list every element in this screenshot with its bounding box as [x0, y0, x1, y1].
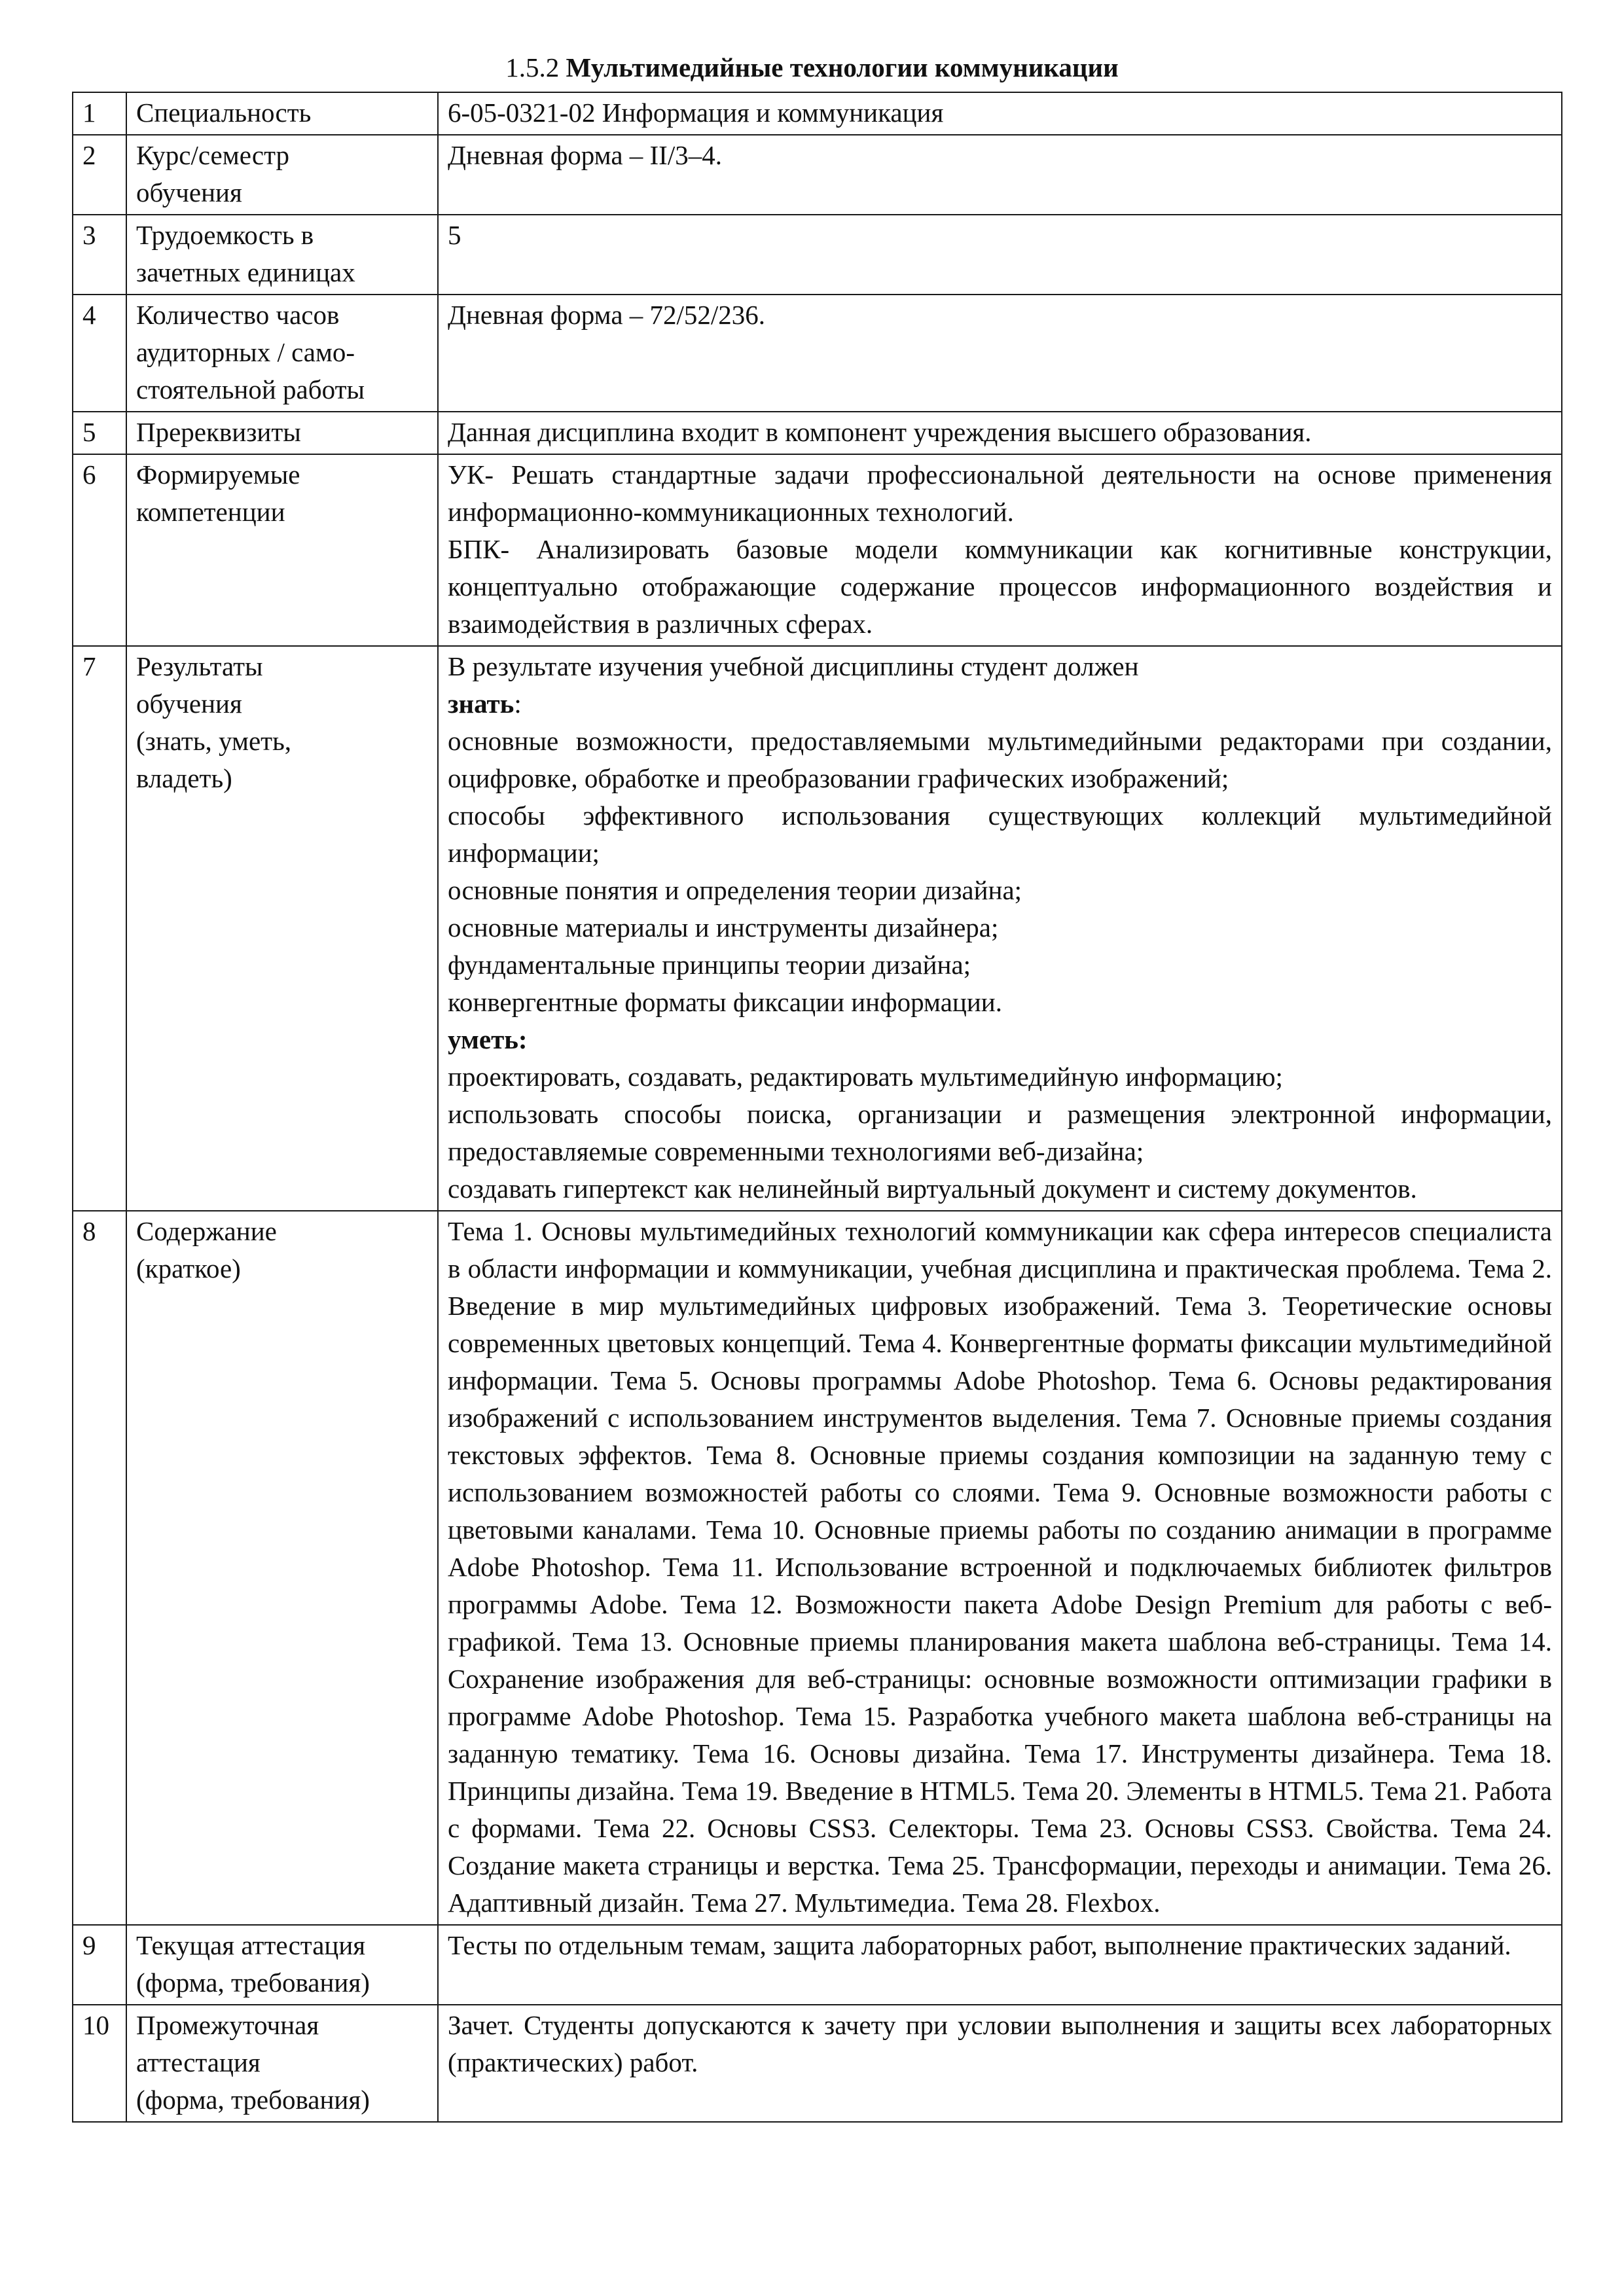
value-paragraph: УК- Решать стандартные задачи профессиональной деятельности на основе применения информационно-коммуникационных технологий.	[448, 459, 1552, 527]
label-line: (форма, требования)	[136, 1967, 370, 1998]
row-value	[438, 1925, 1562, 2005]
row-number: 4	[73, 295, 126, 412]
value-paragraph: Дневная форма – 72/52/236.	[448, 300, 766, 330]
row-label	[126, 454, 438, 646]
table-row	[73, 295, 1562, 412]
label-line: Формируемые	[136, 459, 300, 490]
row-label	[126, 1925, 438, 2005]
row-value	[438, 412, 1562, 454]
can-item: проектировать, создавать, редактировать мультимедийную информацию;	[448, 1062, 1283, 1092]
page-title	[0, 51, 1624, 84]
value-paragraph: БПК- Анализировать базовые модели коммуникации как когнитивные конструкции, концептуально отображающие содержание процессов информационного воздействия и взаимодействия в различных сферах.	[448, 534, 1552, 639]
discipline-table	[72, 92, 1562, 2123]
label-line: Содержание	[136, 1216, 277, 1246]
value-paragraph: Данная дисциплина входит в компонент учреждения высшего образования.	[448, 417, 1312, 447]
row-value	[438, 646, 1562, 1211]
know-item: основные возможности, предоставляемыми мультимедийными редакторами при создании, оцифровке, обработке и преобразовании графических изображений;	[448, 726, 1552, 793]
label-line: Промежуточная	[136, 2010, 319, 2040]
label-line: (знать, уметь,	[136, 726, 292, 756]
row-number: 6	[73, 454, 126, 646]
label-line: обучения	[136, 177, 242, 207]
table-row	[73, 1925, 1562, 2005]
row-value	[438, 135, 1562, 215]
know-item: основные понятия и определения теории дизайна;	[448, 875, 1022, 905]
row-value	[438, 92, 1562, 135]
row-number: 7	[73, 646, 126, 1211]
row-label	[126, 92, 438, 135]
value-paragraph: Зачет. Студенты допускаются к зачету при условии выполнения и защиты всех лабораторных (практических) работ.	[448, 2010, 1552, 2077]
label-line: (форма, требования)	[136, 2085, 370, 2115]
label-line: Текущая аттестация	[136, 1930, 366, 1960]
label-line: владеть)	[136, 763, 232, 793]
table-row	[73, 412, 1562, 454]
row-number: 9	[73, 1925, 126, 2005]
know-item: конвергентные форматы фиксации информации.	[448, 987, 1002, 1017]
row-label	[126, 135, 438, 215]
table-row	[73, 1211, 1562, 1925]
row-number: 3	[73, 215, 126, 295]
results-intro: В результате изучения учебной дисциплины студент должен	[448, 651, 1139, 681]
content-summary: Тема 1. Основы мультимедийных технологий коммуникации как сфера интересов специалиста в области информации и коммуникации, учебная дисциплина и практическая проблема. Тема 2. Введение в мир мультимедийных цифровых изображений. Тема 3. Теоретические основы современных цветовых концепций. Тема 4. Конвергентные форматы фиксации мультимедийной информации. Тема 5. Основы программы Adobe Photoshop. Тема 6. Основы редактирования изображений с использованием инструментов выделения. Тема 7. Основные приемы создания текстовых эффектов. Тема 8. Основные приемы создания композиции на заданную тему с использованием возможностей работы со слоями. Тема 9. Основные возможности работы с цветовыми каналами. Тема 10. Основные приемы работы по созданию анимации в программе Adobe Photoshop. Тема 11. Использование встроенной и подключаемых библиотек фильтров программы Adobe. Тема 12. Возможности пакета Adobe Design Premium для работы с веб-графикой. Тема 13. Основные приемы планирования макета шаблона веб-страницы. Тема 14. Сохранение изображения для веб-страницы: основные возможности оптимизации графики в программе Adobe Photoshop. Тема 15. Разработка учебного макета шаблона веб-страницы на заданную тематику. Тема 16. Основы дизайна. Тема 17. Инструменты дизайнера. Тема 18. Принципы дизайна. Тема 19. Введение в HTML5. Тема 20. Элементы в HTML5. Тема 21. Работа с формами. Тема 22. Основы CSS3. Селекторы. Тема 23. Основы CSS3. Свойства. Тема 24. Создание макета страницы и верстка. Тема 25. Трансформации, переходы и анимации. Тема 26. Адаптивный дизайн. Тема 27. Мультимедиа. Тема 28. Flexbox.	[448, 1216, 1552, 1918]
label-line: Результаты	[136, 651, 263, 681]
row-value	[438, 2005, 1562, 2122]
can-item: использовать способы поиска, организации и размещения электронной информации, предоставляемые современными технологиями веб-дизайна;	[448, 1099, 1552, 1166]
table-row	[73, 92, 1562, 135]
value-paragraph: 5	[448, 220, 461, 250]
row-value	[438, 295, 1562, 412]
row-number: 5	[73, 412, 126, 454]
table-row	[73, 215, 1562, 295]
know-item: способы эффективного использования существующих коллекций мультимедийной информации;	[448, 800, 1552, 868]
row-label	[126, 2005, 438, 2122]
can-heading: уметь:	[448, 1024, 528, 1054]
row-label	[126, 412, 438, 454]
know-heading-colon: :	[514, 689, 522, 719]
row-value	[438, 1211, 1562, 1925]
row-label	[126, 295, 438, 412]
label-line: Трудоемкость в	[136, 220, 314, 250]
value-paragraph: Тесты по отдельным темам, защита лабораторных работ, выполнение практических заданий.	[448, 1930, 1511, 1960]
row-number: 10	[73, 2005, 126, 2122]
row-label	[126, 215, 438, 295]
table-row	[73, 2005, 1562, 2122]
label-line: Курс/семестр	[136, 140, 290, 170]
label-line: компетенции	[136, 497, 285, 527]
label-line: обучения	[136, 689, 242, 719]
label-line: зачетных единицах	[136, 257, 355, 287]
label-line: Специальность	[136, 98, 312, 128]
value-paragraph: 6-05-0321-02 Информация и коммуникация	[448, 98, 944, 128]
know-heading	[448, 685, 1552, 723]
table-row	[73, 135, 1562, 215]
table-row	[73, 646, 1562, 1211]
label-line: Пререквизиты	[136, 417, 301, 447]
section-title: Мультимедийные технологии коммуникации	[566, 52, 1119, 82]
row-number: 8	[73, 1211, 126, 1925]
label-line: Количество часов	[136, 300, 340, 330]
label-line: аудиторных / само-	[136, 337, 355, 367]
value-paragraph: Дневная форма – II/3–4.	[448, 140, 722, 170]
can-item: создавать гипертекст как нелинейный виртуальный документ и систему документов.	[448, 1174, 1417, 1204]
know-heading-word: знать	[448, 689, 514, 719]
row-value	[438, 454, 1562, 646]
table-row	[73, 454, 1562, 646]
row-number: 1	[73, 92, 126, 135]
row-label	[126, 646, 438, 1211]
row-value	[438, 215, 1562, 295]
row-number: 2	[73, 135, 126, 215]
section-number: 1.5.2	[505, 52, 560, 82]
know-item: фундаментальные принципы теории дизайна;	[448, 950, 971, 980]
know-item: основные материалы и инструменты дизайнера;	[448, 912, 999, 942]
label-line: аттестация	[136, 2047, 261, 2077]
label-line: (краткое)	[136, 1253, 241, 1283]
label-line: стоятельной работы	[136, 374, 365, 404]
row-label	[126, 1211, 438, 1925]
